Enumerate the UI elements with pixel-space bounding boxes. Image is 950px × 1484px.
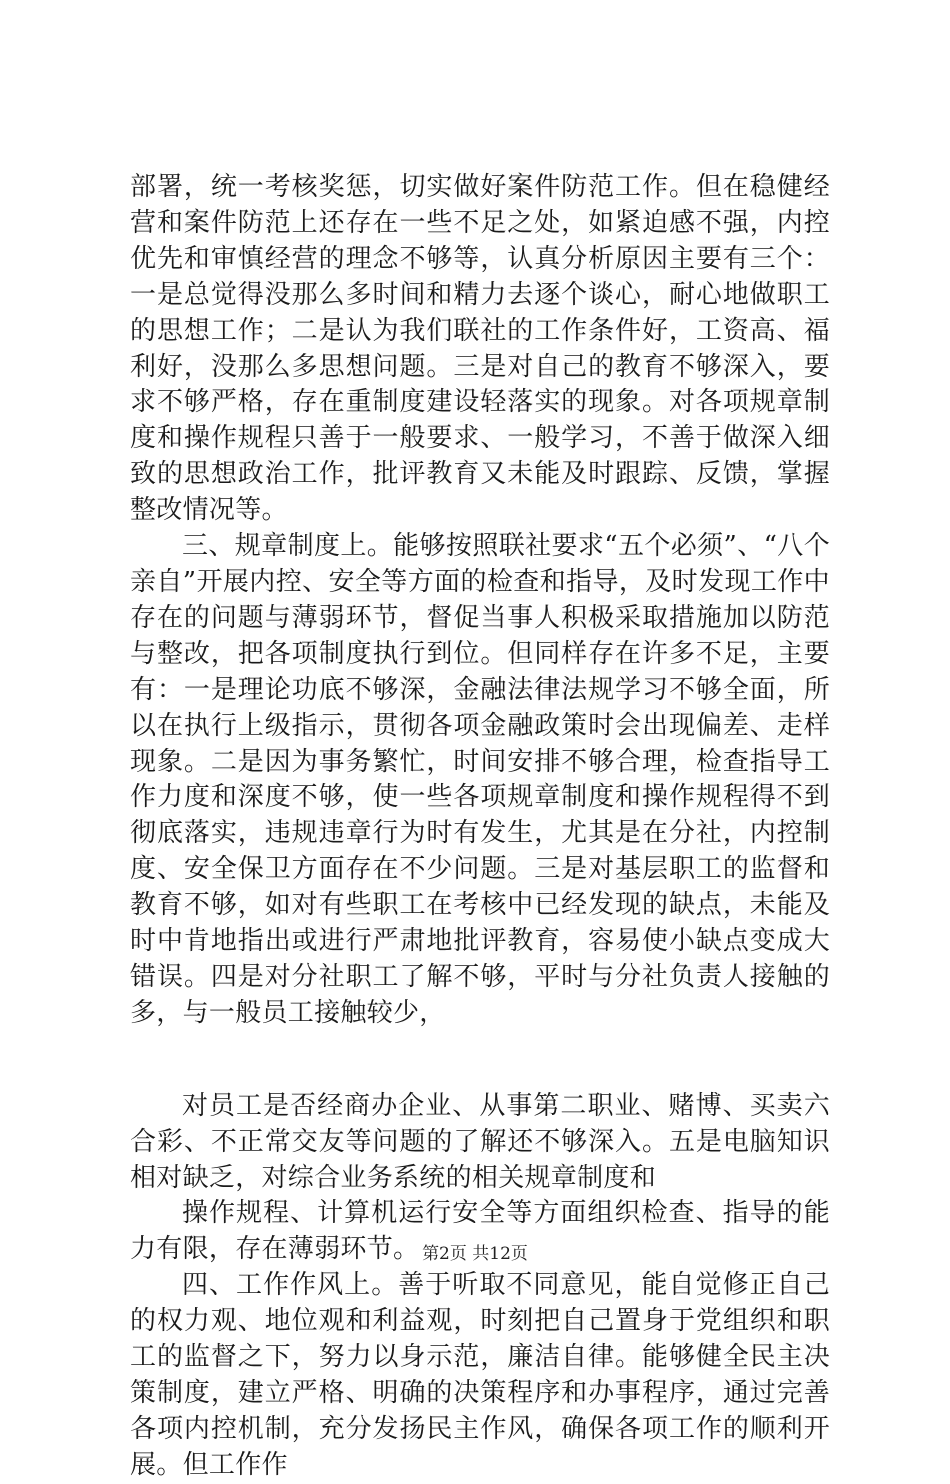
page-number-footer: 第2页 共12页 — [422, 1244, 528, 1264]
paragraph-3: 对员工是否经商办企业、从事第二职业、赌博、买卖六合彩、不正常交友等问题的了解还不够深入。五是电脑知识相对缺乏，对综合业务系统的相关规章制度和 — [130, 1090, 830, 1193]
paragraph-4: 操作规程、计算机运行安全等方面组织检查、指导的能力有限，存在薄弱环节。 — [130, 1198, 830, 1265]
paragraph-5: 四、工作作风上。善于听取不同意见，能自觉修正自己的权力观、地位观和利益观，时刻把自己置身于党组织和职工的监督之下，努力以身示范，廉洁自律。能够健全民主决策制度，建立严格、明确的决策程序和办事程序，通过完善各项内控机制，充分发扬民主作风，确保各项工作的顺利开展。但工作作 — [130, 1270, 830, 1480]
paragraph-1: 部署，统一考核奖惩，切实做好案件防范工作。但在稳健经营和案件防范上还存在一些不足之处，如紧迫感不强，内控优先和审慎经营的理念不够等，认真分析原因主要有三个：一是总觉得没那么多时间和精力去逐个谈心，耐心地做职工的思想工作；二是认为我们联社的工作条件好，工资高、福利好，没那么多思想问题。三是对自己的教育不够深入，要求不够严格，存在重制度建设轻落实的现象。对各项规章制度和操作规程只善于一般要求、一般学习，不善于做深入细致的思想政治工作，批评教育又未能及时跟踪、反馈，掌握整改情况等。 — [130, 172, 830, 526]
page-gap — [130, 1032, 830, 1089]
paragraph-2: 三、规章制度上。能够按照联社要求“五个必须”、“八个亲自”开展内控、安全等方面的检查和指导，及时发现工作中存在的问题与薄弱环节，督促当事人积极采取措施加以防范与整改，把各项制度执行到位。但同样存在许多不足，主要有：一是理论功底不够深，金融法律法规学习不够全面，所以在执行上级指示，贯彻各项金融政策时会出现偏差、走样现象。二是因为事务繁忙，时间安排不够合理，检查指导工作力度和深度不够，使一些各项规章制度和操作规程得不到彻底落实，违规违章行为时有发生，尤其是在分社，内控制度、安全保卫方面存在不少问题。三是对基层职工的监督和教育不够，如对有些职工在考核中已经发现的缺点，未能及时中肯地指出或进行严肃地批评教育，容易使小缺点变成大错误。四是对分社职工了解不够，平时与分社负责人接触的多，与一般员工接触较少， — [130, 531, 830, 1028]
document-body — [130, 170, 830, 1484]
